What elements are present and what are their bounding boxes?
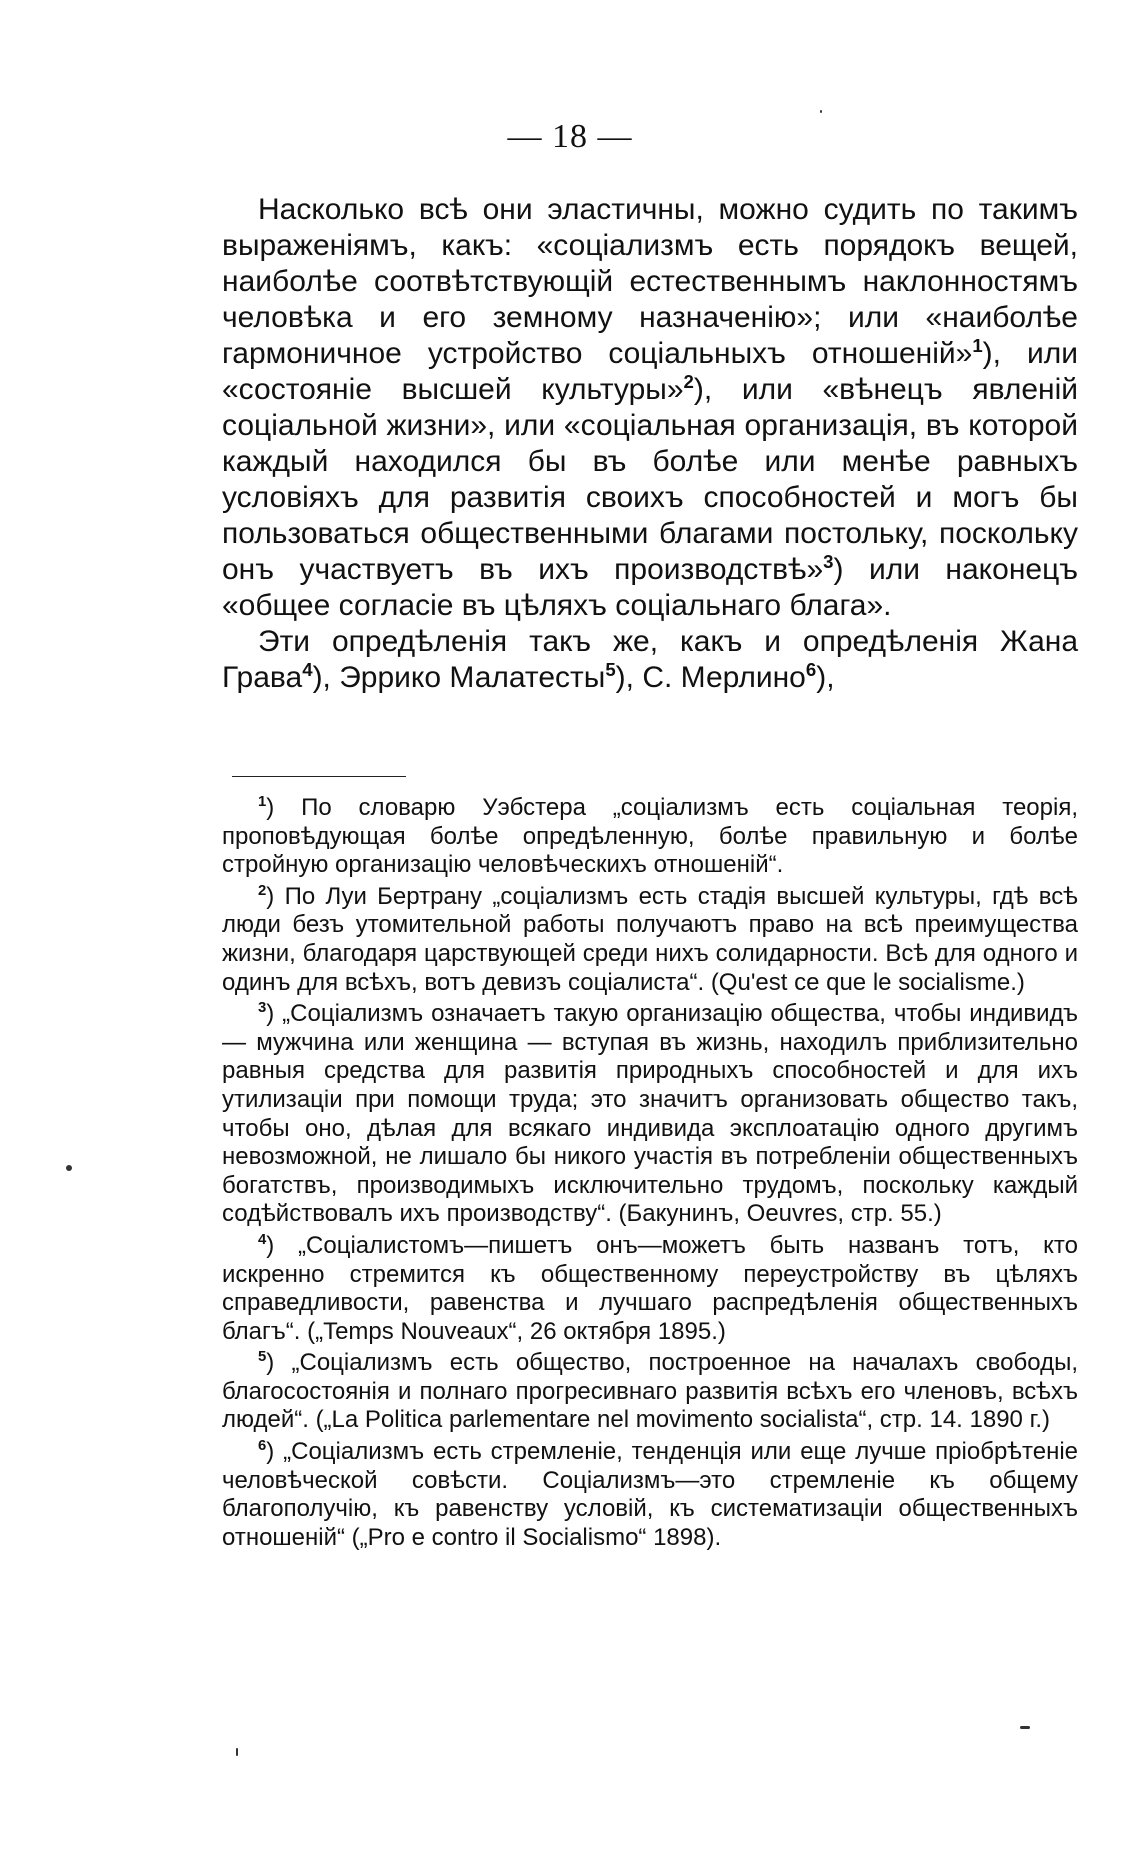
paragraph-2-text-b: ), Эррико Малатесты	[312, 661, 606, 694]
footnote-ref-5: 5	[605, 658, 616, 680]
page-number: — 18 —	[507, 118, 633, 155]
footnote-text: ) По словарю Уэбстера „соціализмъ есть соціальная теорія, проповѣдующая болѣе опредѣленную, болѣе правильную и болѣе стройную организацію человѣческихъ отношеній“.	[222, 794, 1078, 879]
footnote-ref-1: 1	[972, 334, 983, 356]
paragraph-1-text-d: ) или наконецъ «общее согласіе въ цѣляхъ соціальнаго блага».	[222, 553, 1078, 622]
footnote-marker: 3	[258, 1000, 267, 1017]
scan-speck	[66, 1165, 72, 1171]
footnote-ref-6: 6	[805, 658, 817, 680]
paragraph-1-text-c: ), или «вѣнецъ явленій соціальной жизни», или «соціальная организація, въ которой каждый находился бы въ болѣе или менѣе равныхъ условіяхъ для развитія своихъ способностей и могъ бы пользоваться общественными благами постольку, поскольку онъ участвуетъ въ ихъ производствѣ»	[222, 373, 1078, 586]
paragraph-2-text-c: ), С. Мерлино	[615, 661, 806, 694]
footnote-2	[222, 883, 1078, 997]
footnote-text: ) „Соціалистомъ—пишетъ онъ—можетъ быть названъ тотъ, кто искренно стремится къ общественному переустройству въ цѣляхъ справедливости, равенства и лучшаго распредѣленія общественныхъ благъ“. („Temps Nouveaux“, 26 октября 1895.)	[222, 1231, 1078, 1345]
footnote-5	[222, 1349, 1078, 1435]
scan-speck	[236, 1748, 238, 1756]
footnotes	[222, 794, 1078, 1555]
scan-speck	[1020, 1726, 1030, 1729]
footnote-marker: 5	[258, 1349, 267, 1366]
footnote-ref-2: 2	[683, 370, 694, 392]
footnote-marker: 1	[258, 794, 267, 811]
footnote-marker: 6	[258, 1438, 267, 1455]
paragraph-1-text-a: Насколько всѣ они эластичны, можно судить по такимъ выраженіямъ, какъ: «соціализмъ есть порядокъ вещей, наиболѣе соотвѣтствующій естественнымъ наклонностямъ человѣка и его земному назначенію»; или «наиболѣе гармоничное устройство соціальныхъ отношеній»	[222, 193, 1078, 370]
paragraph-2	[222, 624, 1078, 696]
paragraph-2-text-d: ),	[816, 661, 835, 694]
footnote-marker: 4	[258, 1231, 267, 1248]
footnote-6	[222, 1438, 1078, 1552]
footnote-4	[222, 1232, 1078, 1346]
footnote-3	[222, 1000, 1078, 1229]
footnote-ref-4: 4	[302, 658, 313, 680]
footnote-marker: 2	[258, 882, 267, 899]
footnote-1	[222, 794, 1078, 880]
paragraph-1	[222, 192, 1078, 624]
footnote-text: ) „Соціализмъ есть общество, построенное на началахъ свободы, благосостоянія и полнаго прогресивнаго развитія всѣхъ его членовъ, всѣхъ людей“. („La Politica parlementare nel movimento socialista“, стр. 14. 1890 г.)	[222, 1349, 1078, 1434]
footnote-ref-3: 3	[823, 550, 834, 572]
footnote-text: ) По Луи Бертрану „соціализмъ есть стадія высшей культуры, гдѣ всѣ люди безъ утомительной работы получаютъ право на всѣ преимущества жизни, благодаря царствующей среди нихъ солидарности. Всѣ для одного и одинъ для всѣхъ, вотъ девизъ соціалиста“. (Qu'est ce que le socialisme.)	[222, 882, 1078, 996]
footnote-text: ) „Соціализмъ означаетъ такую организацію общества, чтобы индивидъ — мужчина или женщина — вступая въ жизнь, находилъ приблизительно равныя средства для развитія природныхъ способностей и для ихъ утилизаціи при помощи труда; это значитъ организовать общество такъ, чтобы оно, дѣлая для всякаго индивида эксплоатацію одного другимъ невозможной, не лишало бы никого участія въ потребленіи общественныхъ богатствъ, производимыхъ исключительно трудомъ, поскольку каждый содѣйствовалъ ихъ производству“. (Бакунинъ, Oeuvres, стр. 55.)	[222, 1000, 1078, 1228]
paragraph-1-text-b: ), или «состояніе высшей культуры»	[222, 337, 1078, 406]
footnote-divider	[232, 776, 406, 777]
footnote-text: ) „Соціализмъ есть стремленіе, тенденція или еще лучше пріобрѣтеніе человѣческой совѣсти. Соціализмъ—это стремленіе къ общему благополучію, къ равенству условій, къ систематизаціи общественныхъ отношеній“ („Pro e contro il Socialismo“ 1898).	[222, 1438, 1078, 1551]
paragraph-2-text-a: Эти опредѣленія такъ же, какъ и опредѣленія Жана Грава	[222, 625, 1078, 694]
main-text	[222, 192, 1078, 696]
scan-speck	[820, 110, 822, 113]
